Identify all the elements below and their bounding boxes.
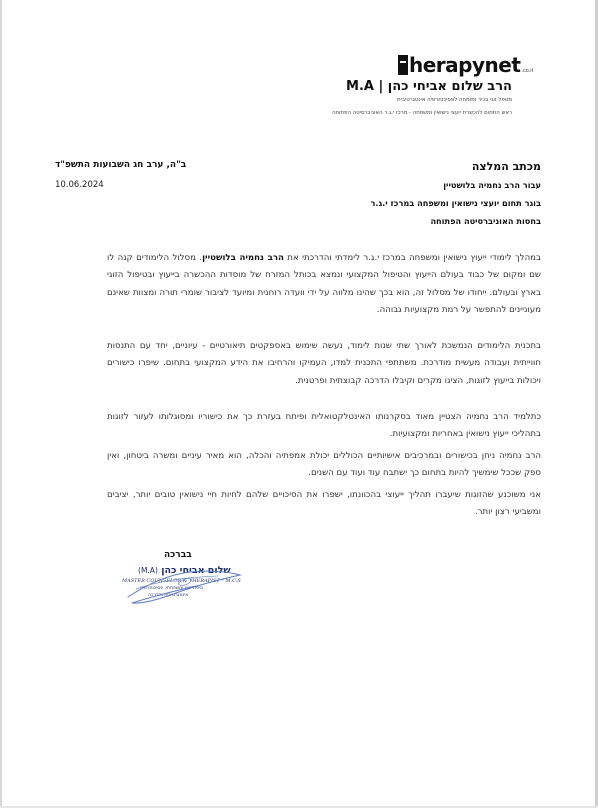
stamp-line-1: טיפול זוגי ומשפחתי, פסיכותרפיה	[140, 586, 203, 591]
hebrew-date: ב"ה, ערב חג השבועות התשפ"ד	[55, 160, 187, 170]
logo-mark-icon	[398, 55, 408, 75]
paragraph-2: בתכנית הלימודים הנמשכת לאורך שתי שנות לימוד, נעשה שימוש באספקטים תיאורטיים - עיוניים, יחד עם התנסות חווייתית ועבודה מעשית מודרכת. משתתפי התכנית למדו, העמיקו והרחיבו את הידע המקצועי בתחום. שיפרו כישורים ויכולות בייעוץ לזוגות, הציגו מקרים וקיבלו הדרכה קבוצתית ופרטנית.	[107, 341, 541, 386]
logo-suffix: .co.il	[521, 68, 534, 74]
closing-greeting: בברכה	[164, 550, 192, 560]
logo-text: herapynet	[409, 53, 521, 77]
stamp-english-title: MASTER COUNSELOR & THERAPIST * M.C.S	[122, 578, 241, 584]
letter-title: מכתב המלצה	[471, 160, 541, 173]
therapynet-logo	[398, 52, 533, 77]
paragraph-5: אני משוכנע שהזוגות שיעברו תהליך ייעוצי בהכוונתו, ישפרו את הסיכויים שלהם לחיות חיי נישואין טובים יותר, יציבים ומשביעי רצון יותר.	[107, 490, 541, 518]
paragraph-3: כתלמיד הרב נחמיה הצטיין מאוד בסקרנותו האינטלקטואלית ופיתח בעזרת כך את כישוריו ומסוגלותו לעזור לזוגות בתהליכי ייעוץ נישואין באחריות ומקצועיות.	[107, 412, 541, 440]
address-line-2: בוגר תחום יועצי נישואין ומשפחה במרכז י.ג.ר	[370, 198, 541, 208]
paragraph-1-start: במהלך לימודי ייעוץ נישואין ומשפחה במרכז י.ג.ר לימדתי והדרכתי את	[283, 253, 541, 263]
handwritten-signature	[118, 563, 253, 608]
address-line-1: עבור הרב נחמיה בלושטיין	[443, 180, 541, 190]
paragraph-1	[107, 250, 541, 319]
letterhead-subtitle-1: מטפל זוגי בכיר ומומחה לפסיכותרפיה אינטגרטיבית	[397, 97, 512, 103]
letterhead-subtitle-2: ראש התחום להכשרת יועצי נישואין ומשפחה - מרכז י.ג.ר האוניברסיטה הפתוחה	[332, 110, 512, 116]
recommended-name: הרב נחמיה בלושטיין	[202, 253, 284, 263]
page-border-left	[0, 0, 2, 808]
stamp-degree: (M.A)	[138, 566, 158, 575]
paragraph-4: הרב נחמיה ניחן בכישורים ובמרכיבים אישיותיים הכוללים יכולת אמפתיה והכלה, הוא מאיר עיניים ומשרה ביטחון, ואין ספק שככל שימשיך להיות בתחום כך ישתבח עוד ועוד עם השנים.	[107, 451, 541, 479]
letterhead-name: הרב שלום אביחי כהן | M.A	[346, 79, 512, 94]
stamp-name-text: שלום אביחי כהן	[161, 565, 231, 576]
letter-date: 10.06.2024	[55, 180, 104, 190]
paragraph-1-end: . מסלול הלימודים קנה לו שם ומקום של כבוד בעולם הייעוץ והטיפול המקצועי ונמצא בכותל המזרח של מוסדות ההכשרה בייעוץ ובטיפול הזוגי בארץ ובעולם. ייחודו של מסלול זה, הוא בכך שהינו מלווה על ידי וועדה רוחנית ומיועד לציבור שומרי תורה ומצוות שאינם מעוניינים להתפשר על רמת מקצועיות גבוהה.	[107, 253, 541, 315]
address-line-3: בחסות האוניברסיטה הפתוחה	[430, 216, 541, 226]
stamp-line-2: אינטגרטיבית והדרכה	[148, 593, 189, 598]
